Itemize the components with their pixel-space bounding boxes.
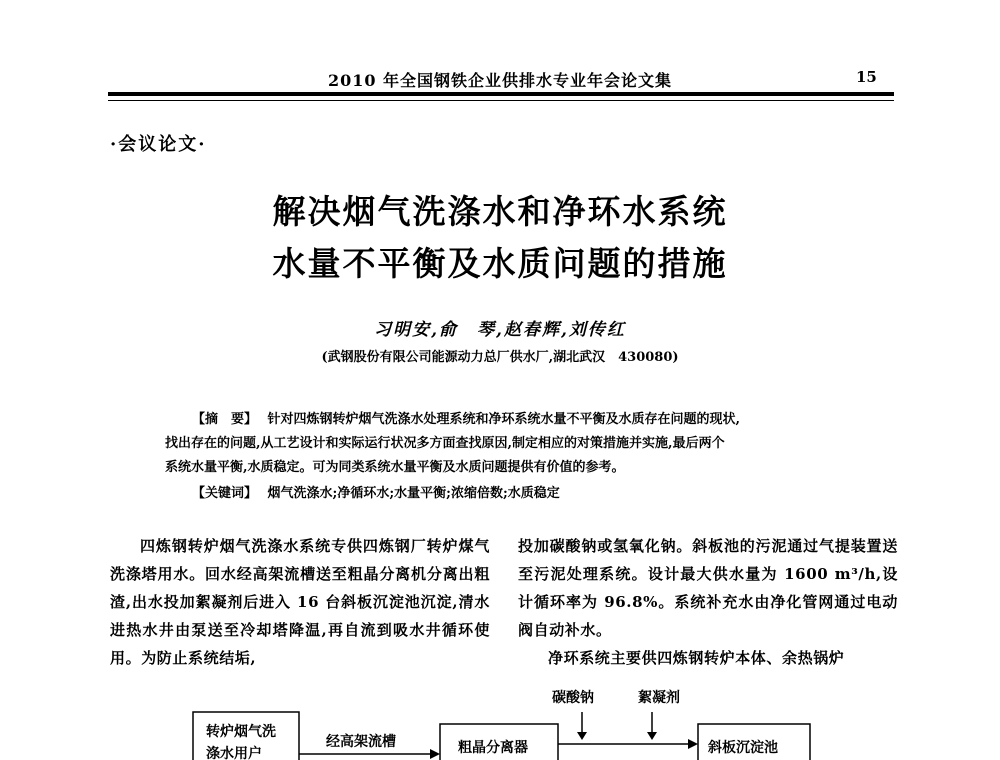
page-number: 15 [856, 68, 877, 86]
body-paragraph-right-2: 净环系统主要供四炼钢转炉本体、余热锅炉 [548, 649, 845, 667]
flow-arrowhead-2 [688, 739, 698, 749]
flow-arrowhead-1 [430, 749, 440, 759]
header-rule-thin [108, 100, 894, 101]
settling-tank-label: 斜板沉淀池 [708, 740, 778, 756]
paper-title-line-2: 水量不平衡及水质问题的措施 [272, 244, 728, 283]
body-right-column [518, 532, 898, 672]
process-flow-diagram [0, 680, 1000, 760]
keywords-line [192, 482, 560, 501]
body-left-column [110, 532, 490, 672]
flow-arrow-label: 经高架流槽 [326, 734, 396, 750]
chemical-label-sodium-carbonate: 碳酸钠 [552, 690, 594, 706]
dosing-arrowhead-2 [647, 732, 657, 740]
author-list: 习明安,俞 琴,赵春辉,刘传红 [374, 320, 626, 340]
body-paragraph-right-1: 投加碳酸钠或氢氧化钠。斜板池的污泥通过气提装置送至污泥处理系统。设计最大供水量为 1600 m³/h,设计循环率为 96.8%。系统补充水由净化管网通过电动阀自动补水。 [518, 537, 898, 639]
abstract-text-1: 针对四炼钢转炉烟气洗涤水处理系统和净环系统水量不平衡及水质存在问题的现状, [267, 412, 741, 427]
keywords-text: 烟气洗涤水;净循环水;水量平衡;浓缩倍数;水质稳定 [267, 486, 560, 501]
abstract-line-1 [192, 408, 740, 427]
paper-title-line-1: 解决烟气洗涤水和净环水系统 [272, 192, 728, 231]
chemical-label-flocculant: 絮凝剂 [638, 690, 680, 706]
affiliation: (武钢股份有限公司能源动力总厂供水厂,湖北武汉 430080) [321, 350, 679, 365]
keywords-label: 【关键词】 [192, 486, 258, 501]
section-tag: ·会议论文· [110, 134, 207, 155]
abstract-line-2: 找出存在的问题,从工艺设计和实际运行状况多方面查找原因,制定相应的对策措施并实施,最后两个 [165, 436, 725, 451]
abstract-line-3: 系统水量平衡,水质稳定。可为同类系统水量平衡及水质问题提供有价值的参考。 [165, 460, 625, 475]
dosing-arrowhead-1 [577, 732, 587, 740]
abstract-label: 【摘 要】 [192, 412, 258, 427]
body-paragraph-left: 四炼钢转炉烟气洗涤水系统专供四炼钢厂转炉煤气洗涤塔用水。回水经高架流槽送至粗晶分离机分离出粗渣,出水投加絮凝剂后进入 16 台斜板沉淀池沉淀,清水进热水井由泵送至冷却塔降温,再自流到吸水井循环使用。为防止系统结垢, [110, 537, 490, 667]
separator-box-label: 粗晶分离器 [458, 740, 528, 756]
source-box-label-line-1: 转炉烟气洗 [206, 724, 276, 740]
header-rule-thick [108, 92, 894, 96]
source-box-label-line-2: 涤水用户 [206, 746, 262, 760]
running-header-title: 2010 年全国钢铁企业供排水专业年会论文集 [327, 71, 673, 90]
